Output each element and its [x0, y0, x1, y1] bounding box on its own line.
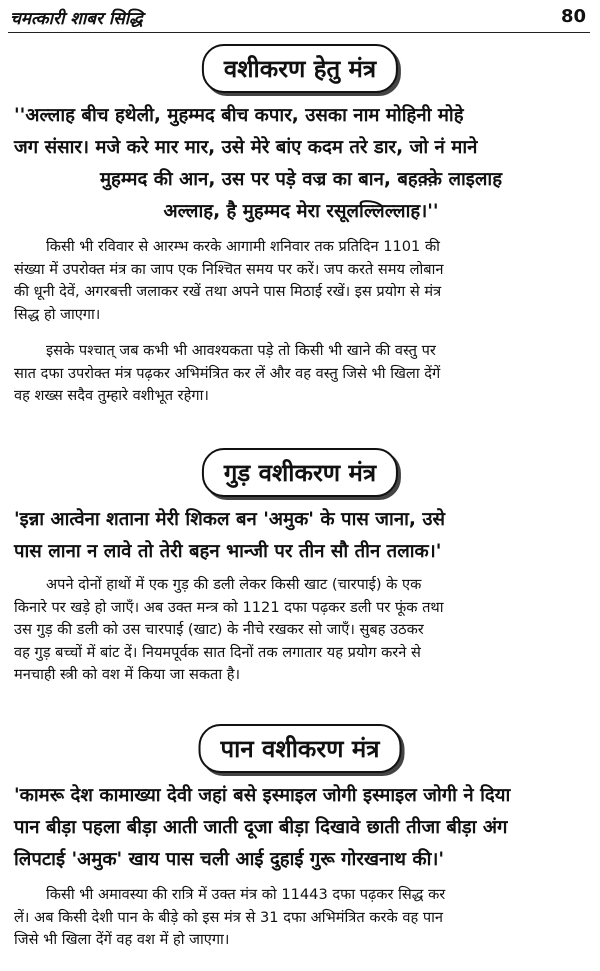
section-heading-vashikaran-hetu: वशीकरण हेतु मंत्र: [202, 44, 398, 93]
mantra-gud-vashikaran: [14, 504, 588, 568]
running-head: [8, 6, 590, 33]
paragraph-line: लें। अब किसी देशी पान के बीड़े को इस मंत्र से 31 दफा अभिमंत्रित करके वह पान: [14, 908, 444, 926]
paragraph-line: अपने दोनों हाथों में एक गुड़ की डली लेकर किसी खाट (चारपाई) के एक: [46, 576, 422, 593]
mantra-paan-vashikaran: [14, 780, 588, 876]
mantra-line: 'कामरू देश कामाख्या देवी जहां बसे इस्माइल जोगी इस्माइल जोगी ने दिया: [14, 785, 511, 806]
mantra-line: लिपटाई 'अमुक' खाय पास चली आई दुहाई गुरू गोरखनाथ की।': [14, 849, 445, 870]
mantra-line: पास लाना न लावे तो तेरी बहन भान्जी पर तीन सौ तीन तलाक।': [14, 541, 442, 562]
paragraph-line: की धूनी देवें, अगरबत्ती जलाकर रखें तथा अपने पास मिठाई रखें। इस प्रयोग से मंत्र: [14, 283, 442, 300]
mantra-line: जग संसार। मजे करे मार मार, उसे मेरे बांए कदम तरे डार, जो नं माने: [14, 137, 478, 158]
paragraph-line: संख्या में उपरोक्त मंत्र का जाप एक निश्चित समय पर करें। जप करते समय लोबान: [14, 260, 444, 278]
mantra-vashikaran-hetu: [14, 100, 588, 228]
section-heading-gud-vashikaran: गुड़ वशीकरण मंत्र: [202, 448, 398, 497]
paragraph-line: वह गुड़ बच्चों में बांट दें। नियमपूर्वक सात दिनों तक लगातार यह प्रयोग करने से: [14, 643, 421, 661]
paragraph-line: इसके पश्चात् जब कभी भी आवश्यकता पड़े तो किसी भी खाने की वस्तु पर: [46, 342, 436, 359]
paragraph-line: सात दफा उपरोक्त मंत्र पढ़कर अभिमंत्रित कर लें और वह वस्तु जिसे भी खिला देंगें: [14, 364, 441, 382]
paragraph: [14, 884, 588, 952]
paragraph-line: वह शख्स सदैव तुम्हारे वशीभूत रहेगा।: [14, 387, 209, 404]
paragraph-line: किनारे पर खड़े हो जाएँ। अब उक्त मन्त्र को 1121 दफा पढ़कर डली पर फूंक तथा: [14, 598, 444, 616]
page-number: 80: [560, 6, 586, 27]
mantra-line: अल्लाह, है मुहम्मद मेरा रसूलल्लिल्लाह।'': [163, 201, 439, 222]
mantra-line: ''अल्लाह बीच हथेली, मुहम्मद बीच कपार, उसका नाम मोहिनी मोहे: [14, 105, 464, 126]
section-heading-paan-vashikaran: पान वशीकरण मंत्र: [199, 724, 402, 773]
paragraph: [14, 236, 588, 326]
mantra-line: मुहम्मद की आन, उस पर पड़े वज्र का बान, बहक़्क़े लाइलाह: [99, 169, 503, 190]
mantra-line: पान बीड़ा पहला बीड़ा आती जाती दूजा बीड़ा दिखावे छाती तीजा बीड़ा अंग: [14, 817, 508, 838]
paragraph-line: उस गुड़ की डली को उस चारपाई (खाट) के नीचे रखकर सो जाएँ। सुबह उठकर: [14, 621, 424, 638]
mantra-line: 'इन्ना आत्वेना शताना मेरी शिकल बन 'अमुक' के पास जाना, उसे: [14, 509, 445, 530]
paragraph: [14, 340, 588, 408]
paragraph-line: जिसे भी खिला देंगें वह वश में हो जाएगा।: [14, 931, 230, 948]
running-title: चमत्कारी शाबर सिद्धि: [10, 9, 143, 29]
paragraph: [14, 574, 588, 687]
paragraph-line: सिद्ध हो जाएगा।: [14, 305, 101, 323]
paragraph-line: किसी भी रविवार से आरम्भ करके आगामी शनिवार तक प्रतिदिन 1101 की: [46, 238, 440, 255]
paragraph-line: मनचाही स्त्री को वश में किया जा सकता है।: [14, 666, 241, 683]
paragraph-line: किसी भी अमावस्या की रात्रि में उक्त मंत्र को 11443 दफा पढ़कर सिद्ध कर: [46, 886, 446, 903]
